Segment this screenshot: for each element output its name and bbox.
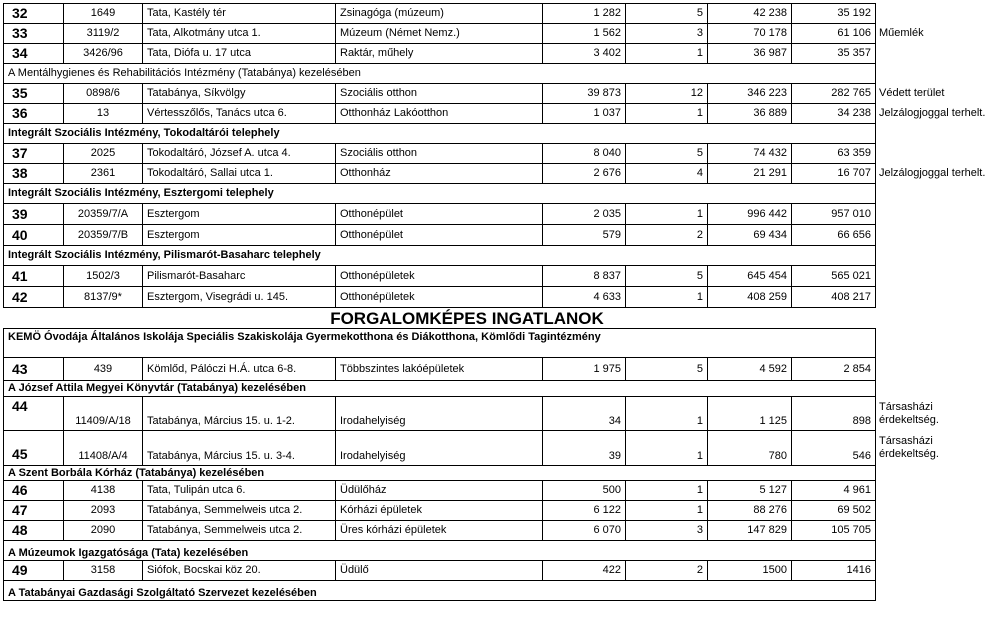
location: Siófok, Bocskai köz 20.: [143, 561, 336, 581]
table-row: [4, 84, 959, 104]
location: Tokodaltáró, József A. utca 4.: [143, 144, 336, 164]
usage: Otthonház: [336, 164, 543, 184]
gross-value: 780: [708, 431, 792, 466]
table-row: [4, 24, 959, 44]
table-row: [4, 4, 959, 24]
section-title: Integrált Szociális Intézmény, Tokodaltárói telephely: [4, 124, 876, 144]
location: Tata, Diófa u. 17 utca: [143, 44, 336, 64]
usage: Üdülőház: [336, 481, 543, 501]
table-row: [4, 481, 959, 501]
row-number: 49: [4, 561, 64, 581]
gross-value: 408 259: [708, 287, 792, 308]
section-title: Integrált Szociális Intézmény, Esztergomi telephely: [4, 184, 876, 204]
net-value: 4 961: [792, 481, 876, 501]
area: 39: [543, 431, 626, 466]
gross-value: 74 432: [708, 144, 792, 164]
parcel-number: 4138: [64, 481, 143, 501]
parcel-number: 20359/7/B: [64, 225, 143, 246]
note: Társasházi érdekeltség.: [879, 400, 939, 426]
gross-value: 36 987: [708, 44, 792, 64]
row-number: 39: [4, 204, 64, 225]
note: [876, 144, 959, 164]
note: Társasházi érdekeltség.: [879, 435, 939, 460]
section-header-row: [4, 64, 959, 84]
note: [876, 4, 959, 24]
gross-value: 996 442: [708, 204, 792, 225]
gross-value: 1 125: [708, 397, 792, 431]
location: Tata, Tulipán utca 6.: [143, 481, 336, 501]
location: Tata, Alkotmány utca 1.: [143, 24, 336, 44]
location: Pilismarót-Basaharc: [143, 266, 336, 287]
usage: Üdülő: [336, 561, 543, 581]
parcel-number: 13: [64, 104, 143, 124]
usage: Otthonépületek: [336, 266, 543, 287]
share: 1: [626, 501, 708, 521]
row-number: 45: [4, 431, 64, 466]
location: Tatabánya, Síkvölgy: [143, 84, 336, 104]
title-row: [4, 308, 959, 329]
row-number: 47: [4, 501, 64, 521]
usage: Szociális otthon: [336, 144, 543, 164]
row-number: 36: [4, 104, 64, 124]
row-number: 38: [4, 164, 64, 184]
location: Tatabánya, Március 15. u. 1-2.: [143, 397, 336, 431]
note: [876, 481, 959, 501]
table-row: [4, 104, 959, 124]
section-title: A József Attila Megyei Könyvtár (Tatabánya) kezelésében: [4, 381, 876, 397]
share: 1: [626, 397, 708, 431]
area: 39 873: [543, 84, 626, 104]
usage: Otthonház Lakóotthon: [336, 104, 543, 124]
section-header-row: [4, 541, 959, 561]
section-header-row: [4, 184, 959, 204]
net-value: 35 357: [792, 44, 876, 64]
row-number: 41: [4, 266, 64, 287]
net-value: 16 707: [792, 164, 876, 184]
row-number: 48: [4, 521, 64, 541]
location: Tata, Kastély tér: [143, 4, 336, 24]
usage: Otthonépület: [336, 204, 543, 225]
section-header-row: [4, 329, 959, 358]
table-row: [4, 397, 959, 431]
gross-value: 88 276: [708, 501, 792, 521]
area: 8 837: [543, 266, 626, 287]
usage: Szociális otthon: [336, 84, 543, 104]
row-number: 46: [4, 481, 64, 501]
table-row: [4, 501, 959, 521]
net-value: 1416: [792, 561, 876, 581]
net-value: 34 238: [792, 104, 876, 124]
parcel-number: 1502/3: [64, 266, 143, 287]
share: 1: [626, 104, 708, 124]
net-value: 35 192: [792, 4, 876, 24]
note: [876, 521, 959, 541]
marketable-properties-title: FORGALOMKÉPES INGATLANOK: [330, 308, 604, 328]
table-row: [4, 431, 959, 466]
table-row: [4, 287, 959, 308]
note: [876, 287, 959, 308]
area: 6 070: [543, 521, 626, 541]
share: 12: [626, 84, 708, 104]
net-value: 898: [792, 397, 876, 431]
parcel-number: 3158: [64, 561, 143, 581]
section-header-row: [4, 124, 959, 144]
area: 3 402: [543, 44, 626, 64]
section-title: A Múzeumok Igazgatósága (Tata) kezelésében: [4, 541, 876, 561]
parcel-number: 8137/9*: [64, 287, 143, 308]
net-value: 69 502: [792, 501, 876, 521]
share: 4: [626, 164, 708, 184]
section-header-row: [4, 381, 959, 397]
note: [876, 266, 959, 287]
note: Jelzálogjoggal terhelt.: [879, 167, 985, 179]
share: 5: [626, 358, 708, 381]
net-value: 66 656: [792, 225, 876, 246]
parcel-number: 0898/6: [64, 84, 143, 104]
parcel-number: 3426/96: [64, 44, 143, 64]
parcel-number: 11409/A/18: [64, 397, 143, 431]
table-row: [4, 225, 959, 246]
note: [876, 358, 959, 381]
usage: Otthonépület: [336, 225, 543, 246]
share: 5: [626, 4, 708, 24]
net-value: 61 106: [792, 24, 876, 44]
location: Tatabánya, Március 15. u. 3-4.: [143, 431, 336, 466]
note: Védett terület: [879, 87, 945, 99]
row-number: 43: [4, 358, 64, 381]
row-number: 44: [4, 397, 64, 431]
section-title: A Tatabányai Gazdasági Szolgáltató Szervezet kezelésében: [4, 581, 876, 601]
gross-value: 36 889: [708, 104, 792, 124]
row-number: 33: [4, 24, 64, 44]
parcel-number: 2090: [64, 521, 143, 541]
note: [876, 225, 959, 246]
table-row: [4, 204, 959, 225]
parcel-number: 2361: [64, 164, 143, 184]
gross-value: 1500: [708, 561, 792, 581]
gross-value: 147 829: [708, 521, 792, 541]
net-value: 565 021: [792, 266, 876, 287]
parcel-number: 2093: [64, 501, 143, 521]
area: 2 676: [543, 164, 626, 184]
gross-value: 42 238: [708, 4, 792, 24]
location: Tatabánya, Semmelweis utca 2.: [143, 521, 336, 541]
share: 5: [626, 266, 708, 287]
location: Esztergom: [143, 204, 336, 225]
net-value: 63 359: [792, 144, 876, 164]
note: [876, 501, 959, 521]
area: 1 562: [543, 24, 626, 44]
area: 579: [543, 225, 626, 246]
net-value: 546: [792, 431, 876, 466]
location: Tatabánya, Semmelweis utca 2.: [143, 501, 336, 521]
row-number: 35: [4, 84, 64, 104]
usage: Múzeum (Német Nemz.): [336, 24, 543, 44]
section-title: KEMÖ Óvodája Általános Iskolája Speciális Szakiskolája Gyermekotthona és Diákotthona, Kömlődi Tagintézmény: [4, 329, 876, 358]
area: 2 035: [543, 204, 626, 225]
table-row: [4, 266, 959, 287]
share: 3: [626, 521, 708, 541]
net-value: 105 705: [792, 521, 876, 541]
section-header-row: [4, 246, 959, 266]
gross-value: 645 454: [708, 266, 792, 287]
share: 1: [626, 44, 708, 64]
share: 1: [626, 287, 708, 308]
share: 3: [626, 24, 708, 44]
share: 5: [626, 144, 708, 164]
table-row: [4, 144, 959, 164]
note: [876, 204, 959, 225]
share: 1: [626, 204, 708, 225]
location: Kömlőd, Pálóczi H.Á. utca 6-8.: [143, 358, 336, 381]
location: Esztergom, Visegrádi u. 145.: [143, 287, 336, 308]
section-header-row: [4, 581, 959, 601]
section-header-row: [4, 466, 959, 481]
usage: Otthonépületek: [336, 287, 543, 308]
parcel-number: 11408/A/4: [64, 431, 143, 466]
note: Műemlék: [879, 27, 924, 39]
location: Esztergom: [143, 225, 336, 246]
usage: Üres kórházi épületek: [336, 521, 543, 541]
net-value: 2 854: [792, 358, 876, 381]
table-row: [4, 521, 959, 541]
usage: Zsinagóga (múzeum): [336, 4, 543, 24]
property-table: [3, 3, 985, 601]
property-register-sheet: [3, 3, 985, 601]
parcel-number: 2025: [64, 144, 143, 164]
row-number: 32: [4, 4, 64, 24]
gross-value: 5 127: [708, 481, 792, 501]
area: 4 633: [543, 287, 626, 308]
share: 2: [626, 561, 708, 581]
usage: Többszintes lakóépületek: [336, 358, 543, 381]
section-title: A Szent Borbála Kórház (Tatabánya) kezelésében: [4, 466, 876, 481]
parcel-number: 20359/7/A: [64, 204, 143, 225]
area: 422: [543, 561, 626, 581]
share: 1: [626, 481, 708, 501]
gross-value: 69 434: [708, 225, 792, 246]
location: Tokodaltáró, Sallai utca 1.: [143, 164, 336, 184]
area: 1 975: [543, 358, 626, 381]
area: 8 040: [543, 144, 626, 164]
usage: Irodahelyiség: [336, 431, 543, 466]
gross-value: 70 178: [708, 24, 792, 44]
parcel-number: 1649: [64, 4, 143, 24]
row-number: 37: [4, 144, 64, 164]
parcel-number: 3119/2: [64, 24, 143, 44]
gross-value: 21 291: [708, 164, 792, 184]
area: 6 122: [543, 501, 626, 521]
table-row: [4, 164, 959, 184]
area: 1 282: [543, 4, 626, 24]
usage: Kórházi épületek: [336, 501, 543, 521]
usage: Irodahelyiség: [336, 397, 543, 431]
table-row: [4, 44, 959, 64]
net-value: 408 217: [792, 287, 876, 308]
row-number: 34: [4, 44, 64, 64]
area: 500: [543, 481, 626, 501]
net-value: 957 010: [792, 204, 876, 225]
note: [876, 561, 959, 581]
table-row: [4, 358, 959, 381]
gross-value: 346 223: [708, 84, 792, 104]
section-title: A Mentálhygienes és Rehabilitációs Intézmény (Tatabánya) kezelésében: [4, 64, 876, 84]
note: [876, 44, 959, 64]
table-row: [4, 561, 959, 581]
row-number: 40: [4, 225, 64, 246]
section-title: Integrált Szociális Intézmény, Pilismarót-Basaharc telephely: [4, 246, 876, 266]
row-number: 42: [4, 287, 64, 308]
usage: Raktár, műhely: [336, 44, 543, 64]
note: Jelzálogjoggal terhelt.: [879, 107, 985, 119]
area: 1 037: [543, 104, 626, 124]
share: 1: [626, 431, 708, 466]
parcel-number: 439: [64, 358, 143, 381]
location: Vértesszőlős, Tanács utca 6.: [143, 104, 336, 124]
net-value: 282 765: [792, 84, 876, 104]
area: 34: [543, 397, 626, 431]
share: 2: [626, 225, 708, 246]
gross-value: 4 592: [708, 358, 792, 381]
